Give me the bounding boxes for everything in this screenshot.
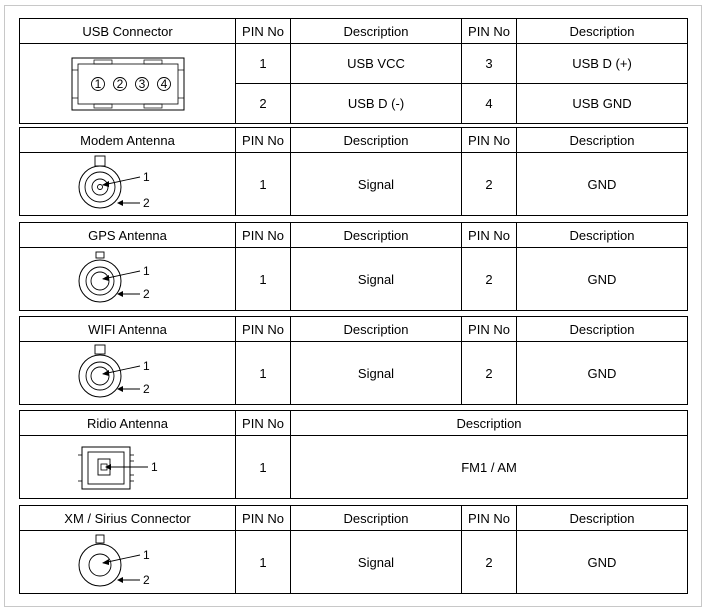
pin-no-header: PIN No <box>236 411 291 436</box>
pin-number: 3 <box>462 44 517 84</box>
pin-number: 2 <box>462 248 517 311</box>
gps-antenna-title: GPS Antenna <box>20 223 236 248</box>
pin-no-header-2: PIN No <box>462 317 517 342</box>
usb-pin-label: 4 <box>160 76 167 91</box>
pin-callout: 2 <box>142 573 150 587</box>
usb-pin-label: 1 <box>94 76 101 91</box>
pin-no-header-2: PIN No <box>462 19 517 44</box>
pin-number: 4 <box>462 84 517 124</box>
pin-number: 1 <box>236 153 291 216</box>
pin-number: 1 <box>236 531 291 594</box>
usb-connector-diagram <box>68 54 188 114</box>
pin-no-header: PIN No <box>236 317 291 342</box>
xm-sirius-connector-diagram <box>78 532 178 592</box>
pin-description: GND <box>517 342 688 405</box>
modem-antenna-diagram-cell <box>20 153 236 216</box>
pin-description: USB D (+) <box>517 44 688 84</box>
gps-antenna-table <box>19 222 688 311</box>
radio-antenna-table <box>19 410 688 499</box>
radio-antenna-diagram-cell <box>20 436 236 499</box>
pin-description: USB D (-) <box>291 84 462 124</box>
pin-number: 1 <box>236 342 291 405</box>
pin-description: Signal <box>291 342 462 405</box>
modem-antenna-table <box>19 127 688 216</box>
pin-number: 2 <box>462 531 517 594</box>
usb-connector-diagram-cell <box>20 44 236 124</box>
pin-callout: 1 <box>142 359 150 373</box>
pin-no-header-2: PIN No <box>462 223 517 248</box>
pin-description: GND <box>517 531 688 594</box>
pin-description: FM1 / AM <box>291 436 688 499</box>
pin-no-header: PIN No <box>236 128 291 153</box>
xm-sirius-connector-title: XM / Sirius Connector <box>20 506 236 531</box>
pin-callout: 2 <box>142 287 150 301</box>
description-header: Description <box>291 223 462 248</box>
pin-callout: 2 <box>142 196 150 210</box>
pin-description: GND <box>517 248 688 311</box>
xm-sirius-diagram-cell <box>20 531 236 594</box>
pin-description: Signal <box>291 248 462 311</box>
usb-pin-label: 2 <box>116 76 123 91</box>
description-header-2: Description <box>517 317 688 342</box>
modem-antenna-diagram <box>78 154 178 214</box>
pin-description: GND <box>517 153 688 216</box>
pin-callout: 2 <box>142 382 150 396</box>
pin-number: 2 <box>236 84 291 124</box>
wifi-antenna-title: WIFI Antenna <box>20 317 236 342</box>
pin-number: 1 <box>236 436 291 499</box>
pin-no-header-2: PIN No <box>462 128 517 153</box>
description-header: Description <box>291 411 688 436</box>
pin-description: USB VCC <box>291 44 462 84</box>
wifi-antenna-diagram-cell <box>20 342 236 405</box>
description-header: Description <box>291 128 462 153</box>
radio-antenna-diagram <box>78 437 178 497</box>
pin-description: USB GND <box>517 84 688 124</box>
wifi-antenna-table <box>19 316 688 405</box>
description-header: Description <box>291 506 462 531</box>
pin-no-header: PIN No <box>236 506 291 531</box>
pin-callout: 1 <box>142 170 150 184</box>
pin-description: Signal <box>291 153 462 216</box>
pin-no-header: PIN No <box>236 223 291 248</box>
usb-connector-table <box>19 18 688 124</box>
pin-number: 1 <box>236 44 291 84</box>
pin-number: 1 <box>236 248 291 311</box>
pin-callout: 1 <box>142 264 150 278</box>
pin-number: 2 <box>462 153 517 216</box>
wifi-antenna-diagram <box>78 343 178 403</box>
description-header-2: Description <box>517 506 688 531</box>
description-header: Description <box>291 19 462 44</box>
modem-antenna-title: Modem Antenna <box>20 128 236 153</box>
pin-no-header: PIN No <box>236 19 291 44</box>
description-header-2: Description <box>517 128 688 153</box>
pin-callout: 1 <box>150 460 158 474</box>
pin-description: Signal <box>291 531 462 594</box>
usb-connector-title: USB Connector <box>20 19 236 44</box>
gps-antenna-diagram-cell <box>20 248 236 311</box>
description-header-2: Description <box>517 19 688 44</box>
xm-sirius-connector-table <box>19 505 688 594</box>
usb-pin-label: 3 <box>138 76 145 91</box>
gps-antenna-diagram <box>78 249 178 309</box>
description-header: Description <box>291 317 462 342</box>
radio-antenna-title: Ridio Antenna <box>20 411 236 436</box>
description-header-2: Description <box>517 223 688 248</box>
pin-number: 2 <box>462 342 517 405</box>
pin-no-header-2: PIN No <box>462 506 517 531</box>
pin-callout: 1 <box>142 548 150 562</box>
